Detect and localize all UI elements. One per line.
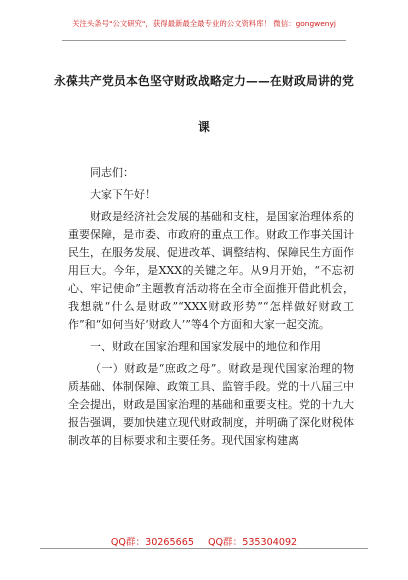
header-divider [62, 40, 346, 41]
document-body [68, 164, 354, 450]
body-paragraph: 财政是经济社会发展的基础和支柱，是国家治理体系的重要保障，是市委、市政府的重点工作。财政工作事关国计民生，在服务发展、促进改革、调整结构、保障民生方面作用巨大。今年，是XXX的关键之年。从9月开始，“不忘初心、牢记使命”主题教育活动将在全市全面推开借此机会，我想就“什么是财政”“XXX财政形势”“怎样做好财政工作”和“如何当好‘财政人’”等4个方面和大家一起交流。 [68, 210, 354, 331]
body-paragraph: （一）财政是“庶政之母”。财政是现代国家治理的物质基础、体制保障、政策工具、监管手段。党的十八届三中全会提出，财政是国家治理的基础和重要支柱。党的十九大报告强调，要加快建立现代财政制度，并明确了深化财税体制改革的目标要求和主要任务。现代国家构建离 [68, 362, 354, 447]
salutation: 同志们： [90, 166, 134, 179]
footer [0, 534, 408, 548]
header-banner: 关注头条号"公文研究"，获得最新最全最专业的公文资料库！ 微信：gongwenyj [72, 19, 336, 28]
footer-qq-group-2: QQ群：535304092 [207, 537, 298, 548]
document-title-line-2: 课 [198, 120, 210, 134]
footer-qq-group-1: QQ群：30265665 [110, 537, 194, 548]
section-heading: 一、财政在国家治理和国家发展中的地位和作用 [90, 340, 321, 353]
document-title-line-1: 永葆共产党员本色坚守财政战略定力——在财政局讲的党 [54, 74, 354, 88]
greeting: 大家下午好！ [90, 188, 156, 201]
footer-divider [40, 548, 368, 549]
